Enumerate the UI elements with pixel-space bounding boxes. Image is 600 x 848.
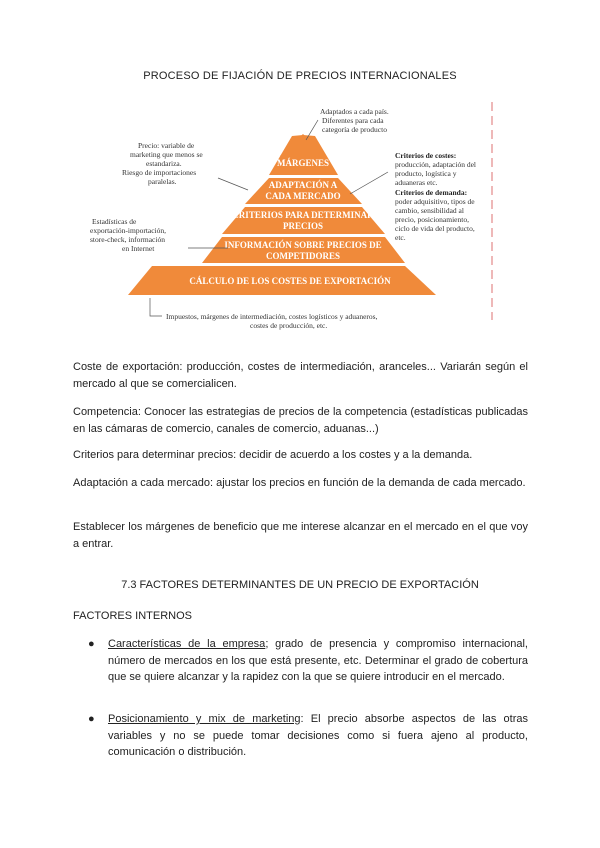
connector-line xyxy=(350,172,388,194)
level-label: ADAPTACIÓN A xyxy=(268,180,338,190)
bullet-item-company xyxy=(88,636,528,700)
note-right-demand: poder adquisitivo, tipos de xyxy=(395,197,475,206)
page-title: PROCESO DE FIJACIÓN DE PRECIOS INTERNACIONALES xyxy=(143,70,457,82)
note-left-price: Riesgo de importaciones xyxy=(122,168,197,177)
note-left-price: estandariza. xyxy=(146,159,182,168)
level-label: CRITERIOS PARA DETERMINAR xyxy=(232,210,374,220)
paragraph-market-adaptation: Adaptación a cada mercado: ajustar los precios en función de la demanda de cada mercado. xyxy=(73,477,526,489)
bullet-body: grado de presencia y compromiso internacional, número de mercados en los que está presente, etc. Determinar el grado de cobertura que se quiere alcanzar y la rapidez con la que se quiere introducir en el mercado. xyxy=(108,638,528,683)
note-right-demand: precio, posicionamiento, xyxy=(395,215,469,224)
note-left-price: marketing que menos se xyxy=(130,150,203,159)
bullet-punct: ; xyxy=(265,638,269,650)
paragraph-export-cost: Coste de exportación: producción, costes de intermediación, aranceles... Variarán según el mercado al que se comercialicen. xyxy=(73,361,528,390)
level-label: CÁLCULO DE LOS COSTES DE EXPORTACIÓN xyxy=(189,276,391,286)
note-top: Diferentes para cada xyxy=(322,116,384,125)
bullet-text xyxy=(108,636,528,686)
note-left-stats: exportación-importación, xyxy=(90,226,167,235)
note-bottom: Impuestos, márgenes de intermediación, costes logísticos y aduaneros, xyxy=(166,312,378,321)
note-left-stats: store-check, información xyxy=(90,235,165,244)
bullet-item-positioning xyxy=(88,711,528,761)
level-label: INFORMACIÓN SOBRE PRECIOS DE xyxy=(224,240,382,250)
paragraph-competition: Competencia: Conocer las estrategias de precios de la competencia (estadísticas publicadas en las cámaras de comercio, canales de comercio, aduanas...) xyxy=(73,406,528,435)
section-title: 7.3 FACTORES DETERMINANTES DE UN PRECIO DE EXPORTACIÓN xyxy=(121,579,479,591)
note-right-demand-title: Criterios de demanda: xyxy=(395,188,468,197)
bullet-body: El precio absorbe aspectos de las otras variables y no se puede tomar decisiones como si fuera ajeno al producto, comunicación o distribución. xyxy=(108,713,528,758)
paragraph-margins: Establecer los márgenes de beneficio que me interese alcanzar en el mercado en el que voy a entrar. xyxy=(73,521,528,550)
note-right-costs: aduaneras etc. xyxy=(395,178,438,187)
connector-line xyxy=(150,298,162,316)
level-label: CADA MERCADO xyxy=(265,191,341,201)
paragraph-pricing-criteria: Criterios para determinar precios: decidir de acuerdo a los costes y a la demanda. xyxy=(73,449,473,461)
note-right-demand: cambio, sensibilidad al xyxy=(395,206,464,215)
note-left-price: paralelas. xyxy=(148,177,177,186)
bullet-punct: : xyxy=(300,713,304,725)
note-left-stats: Estadísticas de xyxy=(92,217,137,226)
pricing-pyramid-diagram xyxy=(90,98,510,333)
note-right-costs-title: Criterios de costes: xyxy=(395,151,457,160)
bullet-term: Características de la empresa xyxy=(108,638,266,650)
bullet-text xyxy=(108,711,528,761)
bullet-dot-icon: ● xyxy=(88,638,95,650)
level-label: MÁRGENES xyxy=(276,158,330,168)
subsection-title: FACTORES INTERNOS xyxy=(73,610,192,622)
pyramid-svg xyxy=(90,98,510,333)
note-right-demand: etc. xyxy=(395,233,406,242)
note-left-price: Precio: variable de xyxy=(138,141,195,150)
level-label: PRECIOS xyxy=(282,221,324,231)
note-right-demand: ciclo de vida del producto, xyxy=(395,224,475,233)
note-top: Adaptados a cada país. xyxy=(320,107,389,116)
bullet-dot-icon: ● xyxy=(88,713,95,725)
connector-line xyxy=(218,178,248,190)
bullet-term: Posicionamiento y mix de marketing xyxy=(108,713,301,725)
note-right-costs: producto, logística y xyxy=(395,169,457,178)
note-bottom: costes de producción, etc. xyxy=(250,321,328,330)
note-left-stats: en Internet xyxy=(122,244,155,253)
note-top: categoría de producto xyxy=(322,125,387,134)
note-right-costs: producción, adaptación del xyxy=(395,160,477,169)
level-label: COMPETIDORES xyxy=(265,251,341,261)
